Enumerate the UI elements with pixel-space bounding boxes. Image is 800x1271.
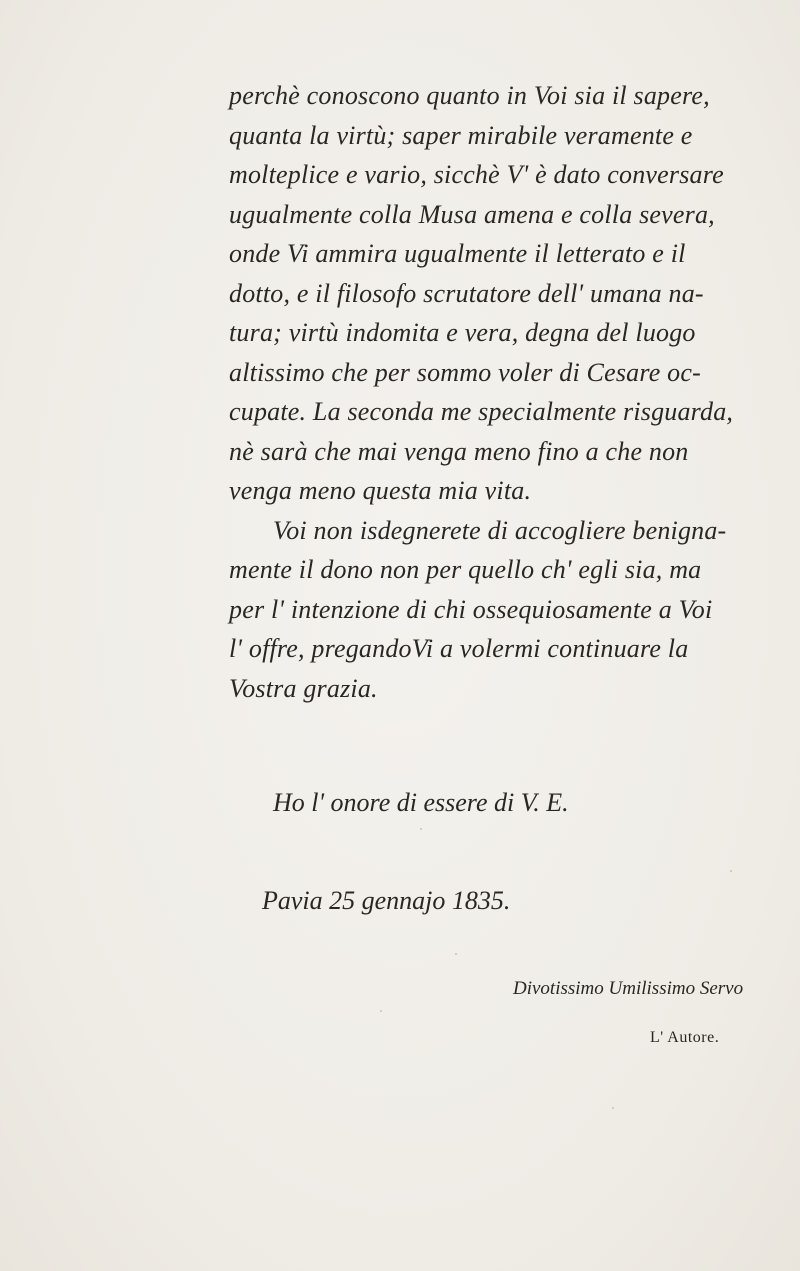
text-line: nè sarà che mai venga meno fino a che non <box>229 436 689 466</box>
text-line: per l' intenzione di chi ossequiosamente a Voi <box>229 594 713 624</box>
author-signature: L' Autore. <box>650 1029 720 1046</box>
text-line: Vostra grazia. <box>229 673 378 703</box>
signature-line: Divotissimo Umilissimo Servo <box>513 978 744 999</box>
text-line: quanta la virtù; saper mirabile veramente e <box>229 120 693 150</box>
text-line: dotto, e il filosofo scrutatore dell' umana na- <box>229 278 704 308</box>
text-line: Voi non isdegnerete di accogliere benigna- <box>273 515 727 545</box>
text-line: mente il dono non per quello ch' egli sia, ma <box>229 555 702 584</box>
text-line: tura; virtù indomita e vera, degna del luogo <box>229 318 696 347</box>
paper-speck <box>380 1010 382 1012</box>
text-line: venga meno questa mia vita. <box>229 476 532 505</box>
letter-body <box>229 76 774 708</box>
paper-speck <box>455 953 457 955</box>
text-line: molteplice e vario, sicchè V' è dato conversare <box>229 160 724 189</box>
paper-speck <box>612 1107 614 1109</box>
text-line: l' offre, pregandoVi a volermi continuare la <box>229 634 689 663</box>
paper-speck <box>420 828 422 830</box>
text-line: altissimo che per sommo voler di Cesare oc- <box>229 357 701 387</box>
text-line: cupate. La seconda me specialmente risguarda, <box>229 397 734 426</box>
closing-salutation: Ho l' onore di essere di V. E. <box>273 788 569 817</box>
place-date: Pavia 25 gennajo 1835. <box>262 886 511 915</box>
text-line: onde Vi ammira ugualmente il letterato e il <box>229 239 686 268</box>
paper-speck <box>730 870 732 872</box>
text-line: ugualmente colla Musa amena e colla severa, <box>229 199 715 229</box>
text-line: perchè conoscono quanto in Voi sia il sapere, <box>229 81 710 110</box>
